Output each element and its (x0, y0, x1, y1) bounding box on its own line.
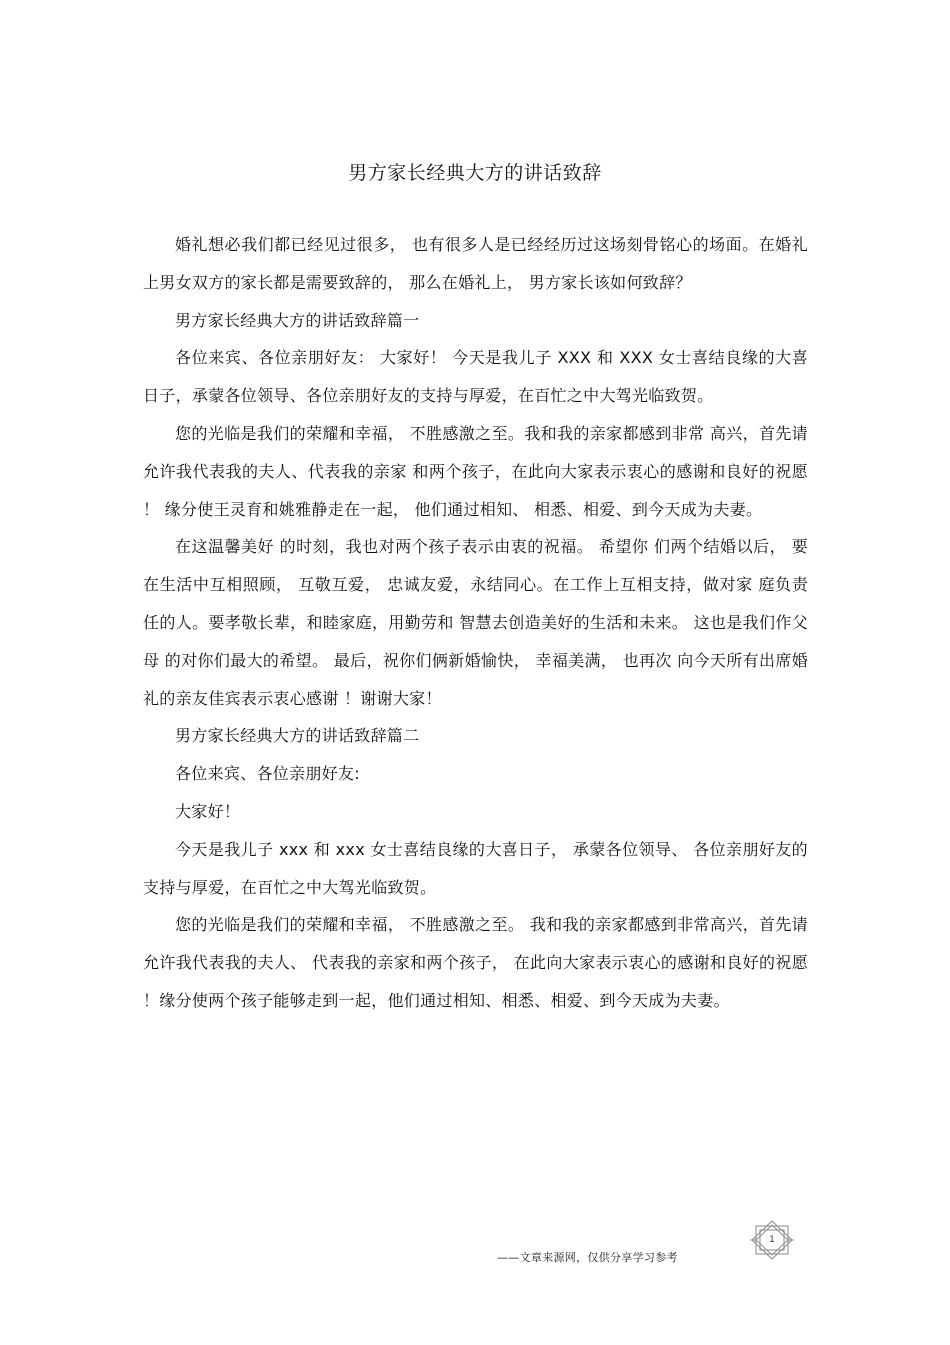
speech-2-paragraph-1: 今天是我儿子 xxx 和 xxx 女士喜结良缘的大喜日子， 承蒙各位领导、 各位亲朋好友的支持与厚爱，在百忙之中大驾光临致贺。 (143, 839, 808, 897)
speech-2-hello: 大家好！ (175, 801, 241, 821)
section-heading-1: 男方家长经典大方的讲话致辞篇一 (175, 310, 420, 330)
intro-paragraph: 婚礼想必我们都已经见过很多， 也有很多人是已经经历过这场刻骨铭心的场面。在婚礼上男女双方的家长都是需要致辞的， 那么在婚礼上， 男方家长该如何致辞？ (143, 235, 808, 292)
page-badge (748, 1220, 796, 1260)
footer-source-note: ——文章来源网，仅供分享学习参考 (497, 1251, 678, 1264)
page-title: 男方家长经典大方的讲话致辞 (348, 162, 602, 184)
speech-1-paragraph-3: 在这温馨美好 的时刻，我也对两个孩子表示由衷的祝福。 希望你 们两个结婚以后， 要在生活中互相照顾， 互敬互爱， 忠诚友爱，永结同心。在工作上互相支持，做对家 庭负责任的人。要孝敬长辈，和睦家庭，用勤劳和 智慧去创造美好的生活和未来。 这也是我们作父母 的对你们最大的希望。 最后，祝你们俩新婚愉快， 幸福美满， 也再次 向今天所有出席婚礼的亲友佳宾表示衷心感谢 ！谢谢大家！ (143, 537, 808, 708)
speech-2-greeting: 各位来宾、各位亲朋好友: (175, 764, 360, 784)
speech-2-paragraph-2: 您的光临是我们的荣耀和幸福， 不胜感激之至。 我和我的亲家都感到非常高兴，首先请允许我代表我的夫人、 代表我的亲家和两个孩子， 在此向大家表示衷心的感谢和良好的祝愿 ！缘分使两个孩子能够走到一起，他们通过相知、相悉、相爱、到今天成为夫妻。 (143, 915, 808, 1010)
speech-1-paragraph-2: 您的光临是我们的荣耀和幸福， 不胜感激之至。我和我的亲家都感到非常 高兴，首先请允许我代表我的夫人、代表我的亲家 和两个孩子，在此向大家表示衷心的感谢和良好的祝愿 ！ 缘分使王灵育和姚雅静走在一起， 他们通过相知、 相悉、相爱、到今天成为夫妻。 (143, 423, 808, 519)
speech-1-paragraph-1: 各位来宾、各位亲朋好友： 大家好！ 今天是我儿子 XXX 和 XXX 女士喜结良缘的大喜 日子，承蒙各位领导、各位亲朋好友的支持与厚爱，在百忙之中大驾光临致贺。 (143, 348, 808, 406)
document-body (143, 226, 808, 1020)
page-number: 1 (769, 1235, 775, 1245)
section-heading-2: 男方家长经典大方的讲话致辞篇二 (175, 726, 420, 746)
